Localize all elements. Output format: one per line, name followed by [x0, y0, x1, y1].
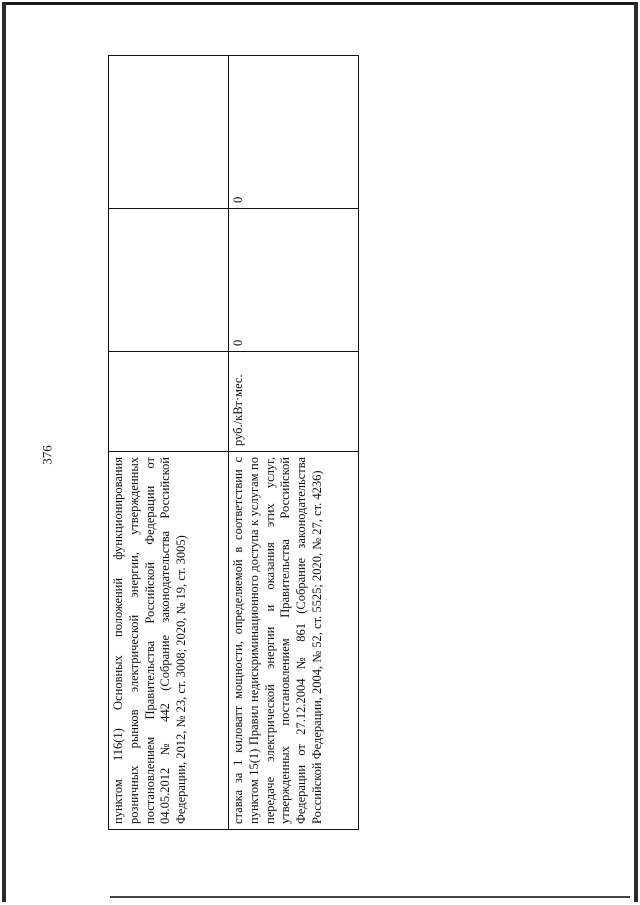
- scan-border-left: [2, 2, 6, 902]
- tariff-table: [108, 55, 359, 830]
- table-row: [229, 56, 359, 830]
- row1-unit: [109, 352, 229, 452]
- row2-value-1: 0: [229, 209, 359, 352]
- row1-value-2: [109, 56, 229, 209]
- scan-border-top: [2, 2, 638, 5]
- rotated-table-wrapper: [108, 100, 358, 830]
- scan-border-right: [634, 2, 638, 902]
- row1-value-1: [109, 209, 229, 352]
- row2-value-2: 0: [229, 56, 359, 209]
- row2-unit: руб./кВт·мес.: [229, 352, 359, 452]
- table-row: [109, 56, 229, 830]
- row1-description: пунктом 116(1) Основных положений функционирования розничных рынков электрической энергии, утвержденных постановлением Правительства Российской Федерации от 04.05.2012 № 442 (Собрание законодательства Российской Федерации, 2012, № 23, ст. 3008; 2020, № 19, ст. 3005): [109, 452, 229, 830]
- row2-description: ставка за 1 киловатт мощности, определяемой в соответствии с пунктом 15(1) Правил недискриминационного доступа к услугам по передаче электрической энергии и оказания этих услуг, утвержденных постановлением Правительства Российской Федерации от 27.12.2004 № 861 (Собрание законодательства Российской Федерации, 2004, № 52, ст. 5525; 2020, № 27, ст. 4236): [229, 452, 359, 830]
- page-number: 376: [39, 445, 55, 465]
- scan-bottom-line: [110, 896, 630, 898]
